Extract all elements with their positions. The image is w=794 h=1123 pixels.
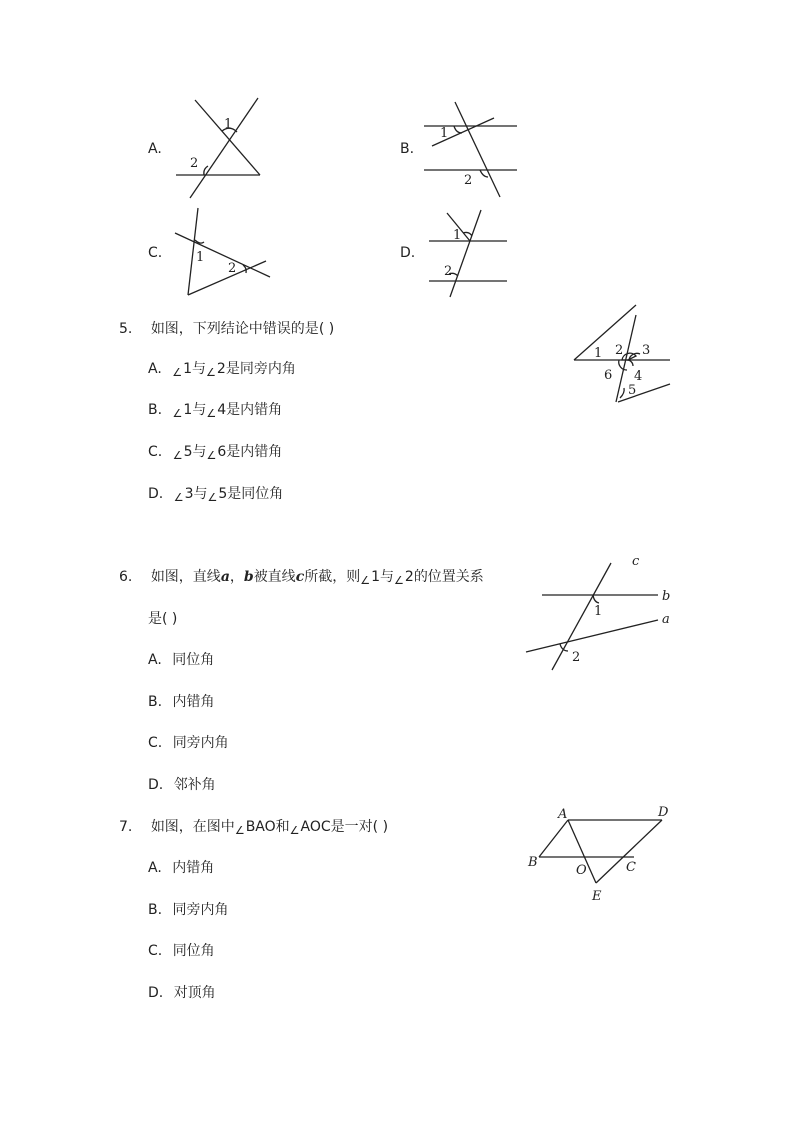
figure-question-5: [570, 300, 680, 415]
line-label-b: b: [662, 589, 671, 604]
option-conj: 与: [192, 444, 207, 460]
option-b-label: B.: [400, 141, 415, 157]
option-text: 同位角: [172, 652, 215, 668]
angle-icon: ∠: [172, 407, 183, 420]
angle-icon: ∠: [172, 366, 183, 379]
angle-number: 1: [183, 361, 193, 377]
angle-icon: ∠: [206, 366, 216, 379]
q7-option-a[interactable]: [148, 859, 214, 877]
angle-icon: ∠: [207, 491, 218, 504]
angle-number: 1: [183, 402, 193, 418]
option-text: 同位角: [172, 943, 215, 959]
angle-mark-2: 2: [615, 343, 624, 358]
option-c-label: C.: [148, 245, 163, 261]
var-b: b: [243, 569, 254, 585]
question-text: 所截，则: [304, 569, 361, 585]
figure-option-a: [170, 95, 270, 205]
angle-number: 1: [371, 569, 381, 585]
q6-option-a[interactable]: [148, 651, 214, 669]
option-label: A.: [148, 860, 162, 876]
angle-mark-5: 5: [628, 383, 637, 398]
q7-option-c[interactable]: [148, 942, 215, 960]
vertex-label-B: B: [528, 855, 538, 870]
option-label: B.: [148, 902, 163, 918]
q5-option-c[interactable]: [148, 443, 282, 465]
option-text: 内错角: [172, 694, 215, 710]
figure-option-d: [425, 205, 510, 300]
angle-icon: ∠: [206, 449, 217, 462]
question-text: 的位置关系: [413, 569, 484, 585]
question-text: 如图，下列结论中错误的是: [150, 321, 319, 337]
option-label: B.: [148, 402, 163, 418]
option-text: 内错角: [172, 860, 215, 876]
vertex-label-O: O: [576, 863, 587, 878]
angle-mark-1: 1: [224, 117, 233, 132]
angle-mark-2: 2: [572, 650, 581, 665]
question-number: 7.: [119, 819, 133, 835]
question-text: 是一对: [330, 819, 373, 835]
option-text: 是同位角: [227, 486, 284, 502]
option-text: 是同旁内角: [225, 361, 296, 377]
option-label: D.: [148, 777, 164, 793]
option-text: 同旁内角: [172, 735, 229, 751]
question-6-stem-line2: [148, 610, 177, 628]
option-text: 是内错角: [226, 444, 283, 460]
angle-mark-1: 1: [594, 604, 603, 619]
angle-icon: ∠: [234, 824, 245, 837]
figure-option-b: [420, 100, 520, 200]
question-number: 6.: [119, 569, 133, 585]
angle-icon: ∠: [206, 407, 217, 420]
option-text: 邻补角: [173, 777, 216, 793]
q7-option-d[interactable]: [148, 984, 216, 1002]
option-text: 同旁内角: [172, 902, 229, 918]
answer-blank: ( ): [318, 321, 335, 337]
question-5-stem: [119, 320, 334, 338]
angle-mark-2: 2: [464, 173, 473, 188]
angle-mark-2: 2: [444, 264, 453, 279]
comma: ，: [229, 569, 244, 585]
option-label: A.: [148, 652, 162, 668]
angle-number: 2: [404, 569, 414, 585]
option-label: C.: [148, 735, 163, 751]
angle-mark-6: 6: [604, 368, 613, 383]
angle-number: 5: [183, 444, 193, 460]
var-a: a: [220, 569, 230, 585]
q5-option-d[interactable]: [148, 485, 283, 507]
question-text: 如图，直线: [150, 569, 221, 585]
conj: 和: [275, 819, 290, 835]
angle-name: AOC: [300, 819, 331, 835]
angle-mark-2: 2: [190, 156, 199, 171]
option-a-label: A.: [148, 141, 162, 157]
q6-option-d[interactable]: [148, 776, 216, 794]
q6-option-b[interactable]: [148, 693, 215, 711]
conj: 与: [380, 569, 395, 585]
question-number: 5.: [119, 321, 133, 337]
question-text: 被直线: [253, 569, 296, 585]
angle-icon: ∠: [360, 574, 371, 587]
option-label: C.: [148, 444, 163, 460]
q6-option-c[interactable]: [148, 734, 229, 752]
angle-number: 3: [184, 486, 194, 502]
question-text: 是: [148, 611, 162, 627]
answer-blank: ( ): [372, 819, 389, 835]
question-6-stem: [119, 568, 484, 590]
angle-name: BAO: [245, 819, 276, 835]
angle-mark-4: 4: [634, 369, 643, 384]
q7-option-b[interactable]: [148, 901, 229, 919]
angle-icon: ∠: [394, 574, 404, 587]
var-c: c: [295, 569, 305, 585]
vertex-label-C: C: [626, 860, 636, 875]
option-text: 对顶角: [173, 985, 216, 1001]
angle-number: 2: [216, 361, 226, 377]
angle-icon: ∠: [173, 491, 184, 504]
figure-option-c: [170, 205, 275, 300]
angle-mark-1: 1: [440, 126, 449, 141]
option-label: D.: [148, 985, 164, 1001]
angle-icon: ∠: [172, 449, 183, 462]
angle-mark-1: 1: [453, 228, 462, 243]
angle-number: 5: [218, 486, 228, 502]
q5-option-b[interactable]: [148, 401, 282, 423]
option-label: B.: [148, 694, 163, 710]
figure-question-6: [522, 555, 672, 675]
question-7-stem: [119, 818, 388, 840]
angle-number: 6: [217, 444, 227, 460]
answer-blank: ( ): [162, 611, 178, 627]
angle-icon: ∠: [289, 824, 300, 837]
option-text: 是内错角: [226, 402, 283, 418]
angle-mark-1: 1: [196, 250, 205, 265]
vertex-label-E: E: [592, 889, 602, 904]
angle-mark-3: 3: [642, 343, 651, 358]
option-conj: 与: [193, 486, 208, 502]
line-label-a: a: [662, 612, 670, 627]
option-d-label: D.: [400, 245, 416, 261]
option-label: A.: [148, 361, 162, 377]
question-text: 如图，在图中: [150, 819, 235, 835]
option-conj: 与: [192, 402, 207, 418]
angle-mark-2: 2: [228, 261, 237, 276]
option-label: C.: [148, 943, 163, 959]
figure-question-7: [522, 800, 677, 910]
angle-mark-1: 1: [594, 346, 603, 361]
option-conj: 与: [192, 361, 207, 377]
angle-number: 4: [217, 402, 227, 418]
line-label-c: c: [632, 554, 640, 569]
vertex-label-D: D: [658, 805, 669, 820]
vertex-label-A: A: [558, 807, 568, 822]
q5-option-a[interactable]: [148, 360, 296, 382]
option-label: D.: [148, 486, 164, 502]
